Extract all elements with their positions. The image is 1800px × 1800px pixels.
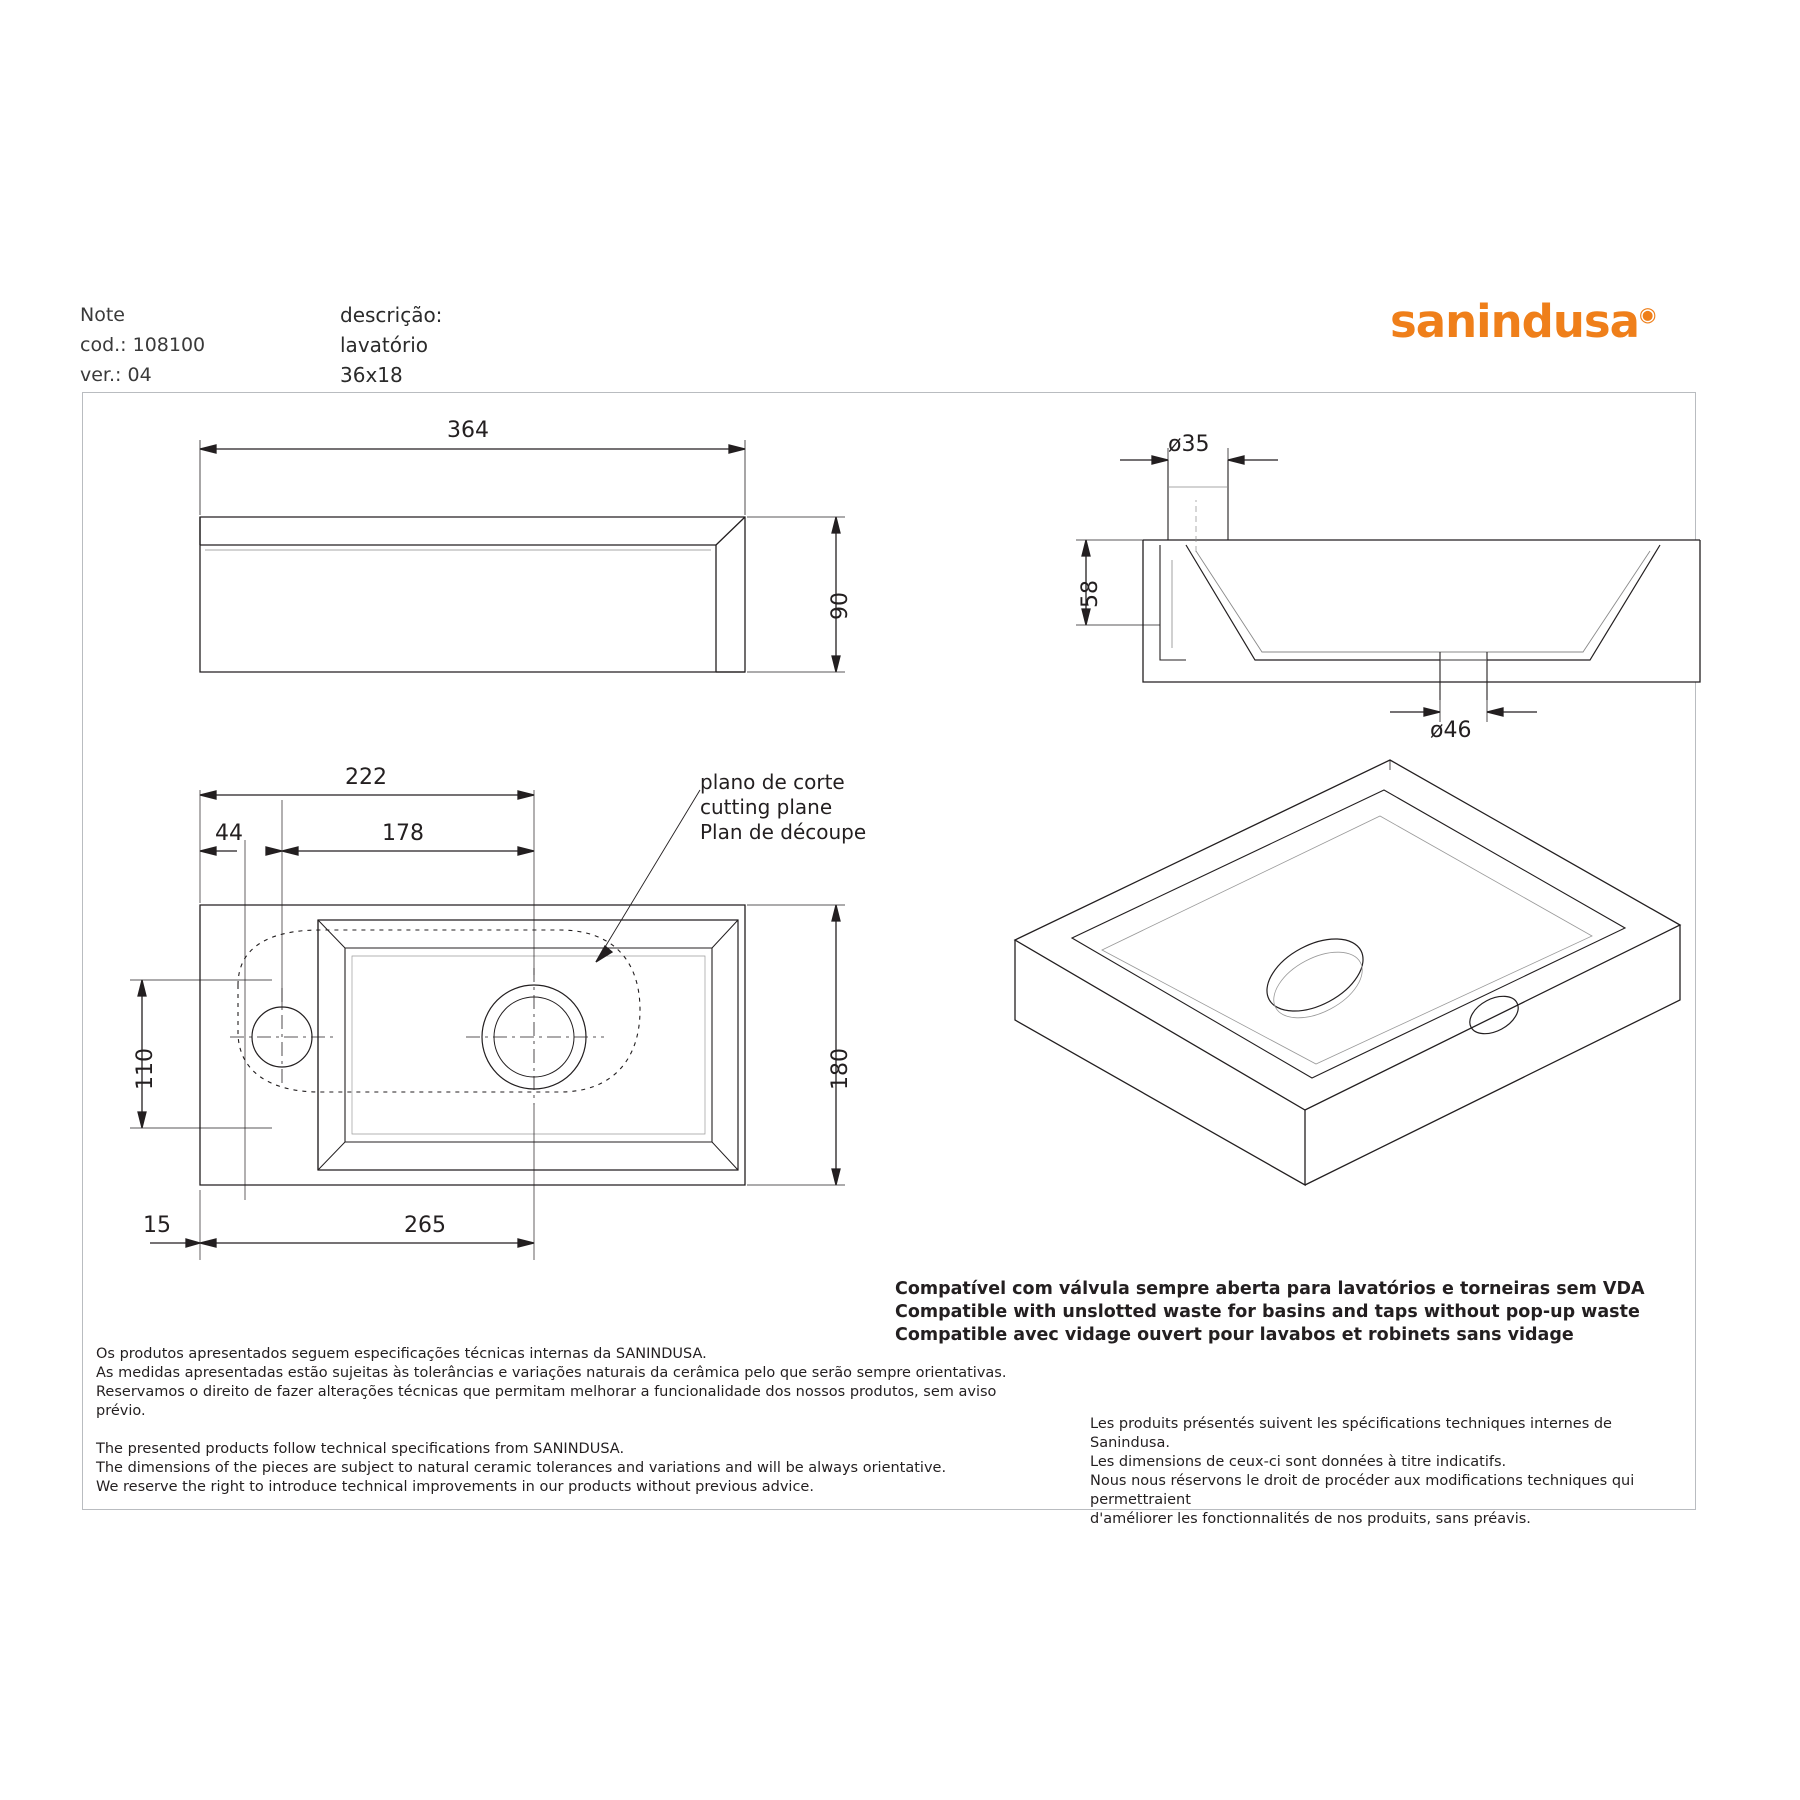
dim-plan-44: 44 xyxy=(215,821,243,846)
dim-waste-hole-diameter: ø46 xyxy=(1430,718,1472,743)
note-fr-2: Les dimensions de ceux-ci sont données à titre indicatifs. xyxy=(1090,1454,1507,1470)
note-pt-2: As medidas apresentadas estão sujeitas às tolerâncias e variações naturais da cerâmica pelo que serão sempre orientativas. xyxy=(96,1365,1007,1381)
dim-plan-180: 180 xyxy=(828,1048,853,1090)
note-en-3: We reserve the right to introduce technical improvements in our products without previous advice. xyxy=(96,1479,814,1495)
cutting-plane-en: cutting plane xyxy=(700,795,833,819)
dim-section-depth: 58 xyxy=(1078,580,1103,608)
dim-tap-hole-diameter: ø35 xyxy=(1168,432,1210,457)
note-fr-3: Nous nous réservons le droit de procéder aux modifications techniques qui permettraient xyxy=(1090,1473,1635,1508)
dim-front-width: 364 xyxy=(447,418,489,443)
cutting-plane-pt: plano de corte xyxy=(700,770,845,794)
cutting-plane-label xyxy=(700,770,866,845)
footer-notes-right xyxy=(1090,1415,1690,1529)
dim-plan-265: 265 xyxy=(404,1213,446,1238)
note-fr-4: d'améliorer les fonctionnalités de nos produits, sans préavis. xyxy=(1090,1511,1531,1527)
product-version: ver.: 04 xyxy=(80,364,152,386)
brand-text: sanindusa xyxy=(1390,295,1640,348)
note-pt-1: Os produtos apresentados seguem especificações técnicas internas da SANINDUSA. xyxy=(96,1346,707,1362)
dim-plan-110: 110 xyxy=(133,1048,158,1090)
cutting-plane-fr: Plan de découpe xyxy=(700,820,867,844)
compatibility-pt: Compatível com válvula sempre aberta para lavatórios e torneiras sem VDA xyxy=(895,1279,1645,1299)
note-pt-3: Reservamos o direito de fazer alterações técnicas que permitam melhorar a funcionalidade dos nossos produtos, sem aviso prévio. xyxy=(96,1384,997,1419)
note-spacer xyxy=(96,1421,1036,1440)
note-en-2: The dimensions of the pieces are subject to natural ceramic tolerances and variations and will be always orientative. xyxy=(96,1460,947,1476)
dim-plan-15: 15 xyxy=(143,1213,171,1238)
note-fr-1: Les produits présentés suivent les spécifications techniques internes de Sanindusa. xyxy=(1090,1416,1612,1451)
dim-plan-178: 178 xyxy=(382,821,424,846)
logo-dot-icon: ◉ xyxy=(1639,302,1656,326)
compatibility-note xyxy=(895,1278,1685,1347)
dim-plan-222: 222 xyxy=(345,765,387,790)
compatibility-fr: Compatible avec vidage ouvert pour lavabos et robinets sans vidage xyxy=(895,1325,1574,1345)
description-pt: descrição: lavatório 36x18 xyxy=(340,303,443,387)
note-label: Note xyxy=(80,304,125,326)
dim-front-height: 90 xyxy=(828,592,853,620)
note-en-1: The presented products follow technical specifications from SANINDUSA. xyxy=(96,1441,625,1457)
compatibility-en: Compatible with unslotted waste for basins and taps without pop-up waste xyxy=(895,1302,1640,1322)
footer-notes-left xyxy=(96,1345,1036,1497)
product-code: cod.: 108100 xyxy=(80,334,206,356)
